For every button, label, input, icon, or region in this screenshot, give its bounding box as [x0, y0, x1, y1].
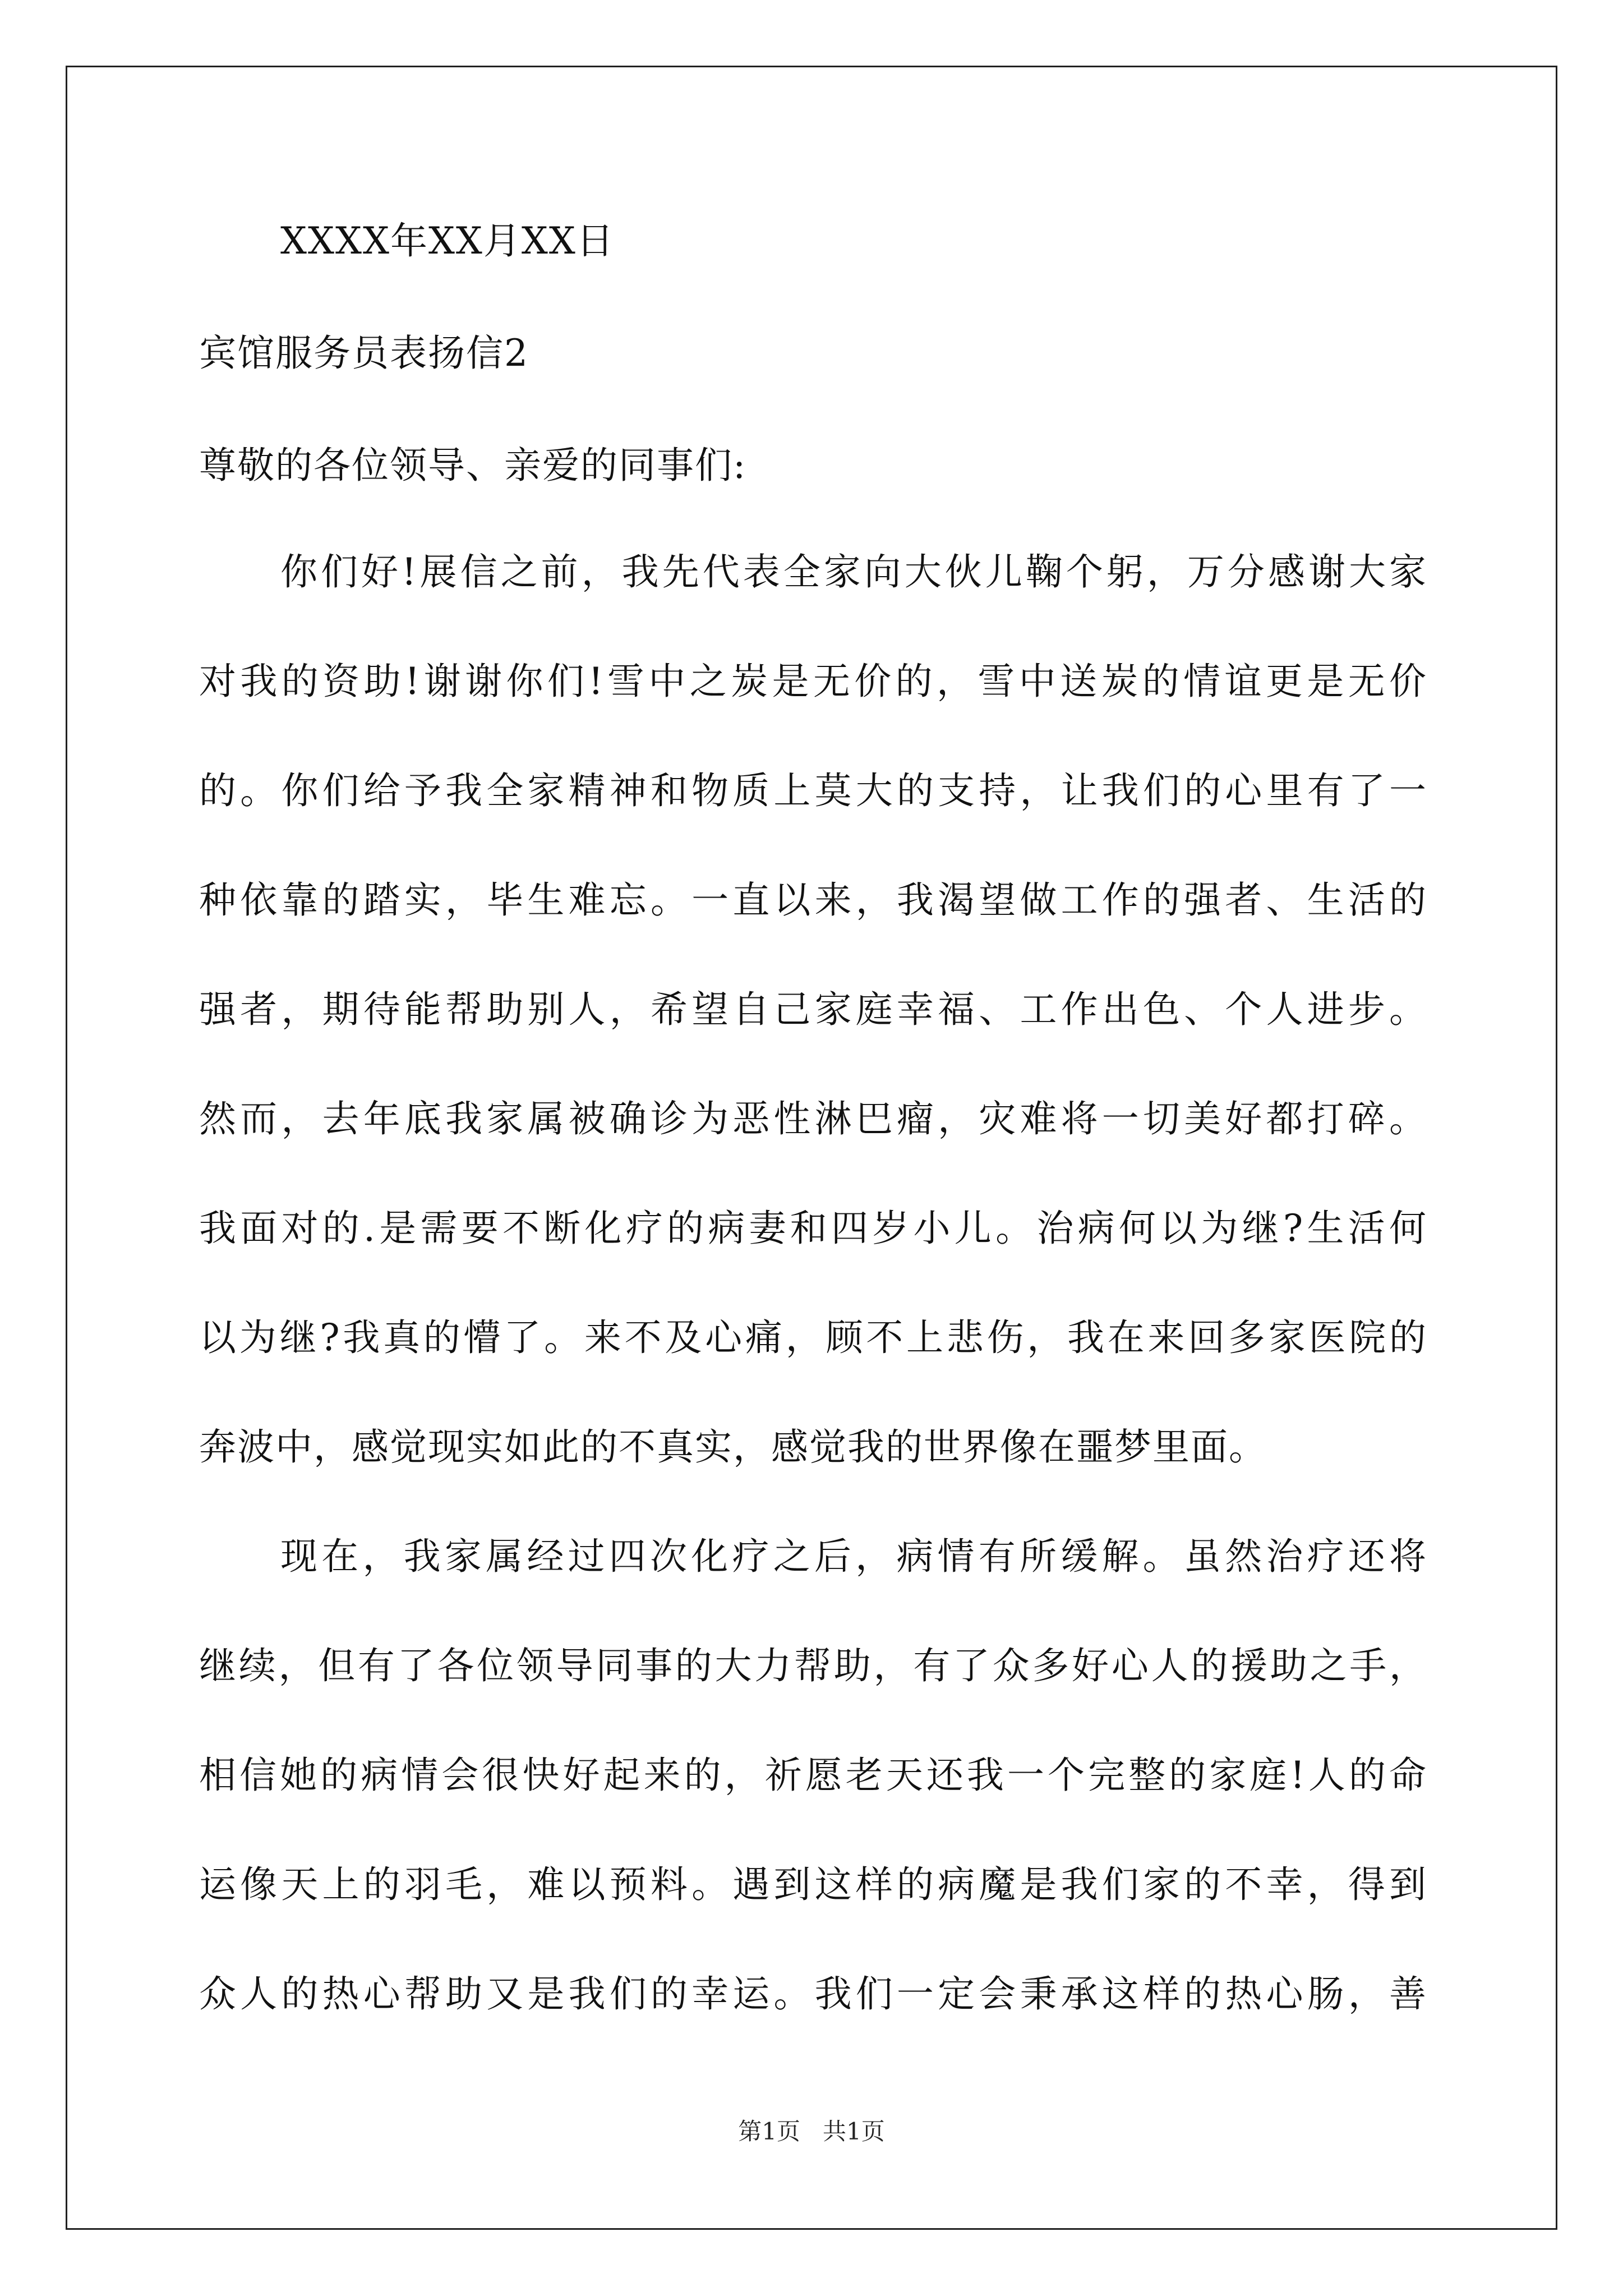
- paragraph-line: 运像天上的羽毛，难以预料。遇到这样的病魔是我们家的不幸，得到: [199, 1863, 1427, 1906]
- paragraph-line: 奔波中，感觉现实如此的不真实，感觉我的世界像在噩梦里面。: [199, 1425, 1267, 1469]
- paragraph-line: 的。你们给予我全家精神和物质上莫大的支持，让我们的心里有了一: [199, 769, 1427, 812]
- paragraph-line: 对我的资助!谢谢你们!雪中之炭是无价的，雪中送炭的情谊更是无价: [199, 660, 1427, 703]
- paragraph-line: 我面对的.是需要不断化疗的病妻和四岁小儿。治病何以为继?生活何: [199, 1207, 1427, 1250]
- paragraph-line: 你们好!展信之前，我先代表全家向大伙儿鞠个躬，万分感谢大家: [280, 550, 1427, 593]
- page-footer: [0, 2118, 1623, 2146]
- paragraph-line: 众人的热心帮助又是我们的幸运。我们一定会秉承这样的热心肠，善: [199, 1972, 1427, 2016]
- paragraph-line: 现在，我家属经过四次化疗之后，病情有所缓解。虽然治疗还将: [280, 1535, 1427, 1578]
- paragraph-line: 以为继?我真的懵了。来不及心痛，顾不上悲伤，我在来回多家医院的: [199, 1316, 1427, 1359]
- document-title: 宾馆服务员表扬信2: [199, 332, 529, 375]
- page-number-current: 第1页: [738, 2118, 800, 2145]
- date-line: XXXX年XX月XX日: [280, 219, 615, 263]
- salutation: 尊敬的各位领导、亲爱的同事们:: [199, 444, 747, 487]
- paragraph-line: 继续，但有了各位领导同事的大力帮助，有了众多好心人的援助之手，: [199, 1644, 1427, 1687]
- paragraph-line: 强者，期待能帮助别人，希望自己家庭幸福、工作出色、个人进步。: [199, 988, 1427, 1031]
- paragraph-line: 相信她的病情会很快好起来的，祈愿老天还我一个完整的家庭!人的命: [199, 1754, 1427, 1797]
- page-number-total: 共1页: [823, 2118, 885, 2145]
- paragraph-line: 种依靠的踏实，毕生难忘。一直以来，我渴望做工作的强者、生活的: [199, 878, 1427, 922]
- paragraph-line: 然而，去年底我家属被确诊为恶性淋巴瘤，灾难将一切美好都打碎。: [199, 1097, 1427, 1140]
